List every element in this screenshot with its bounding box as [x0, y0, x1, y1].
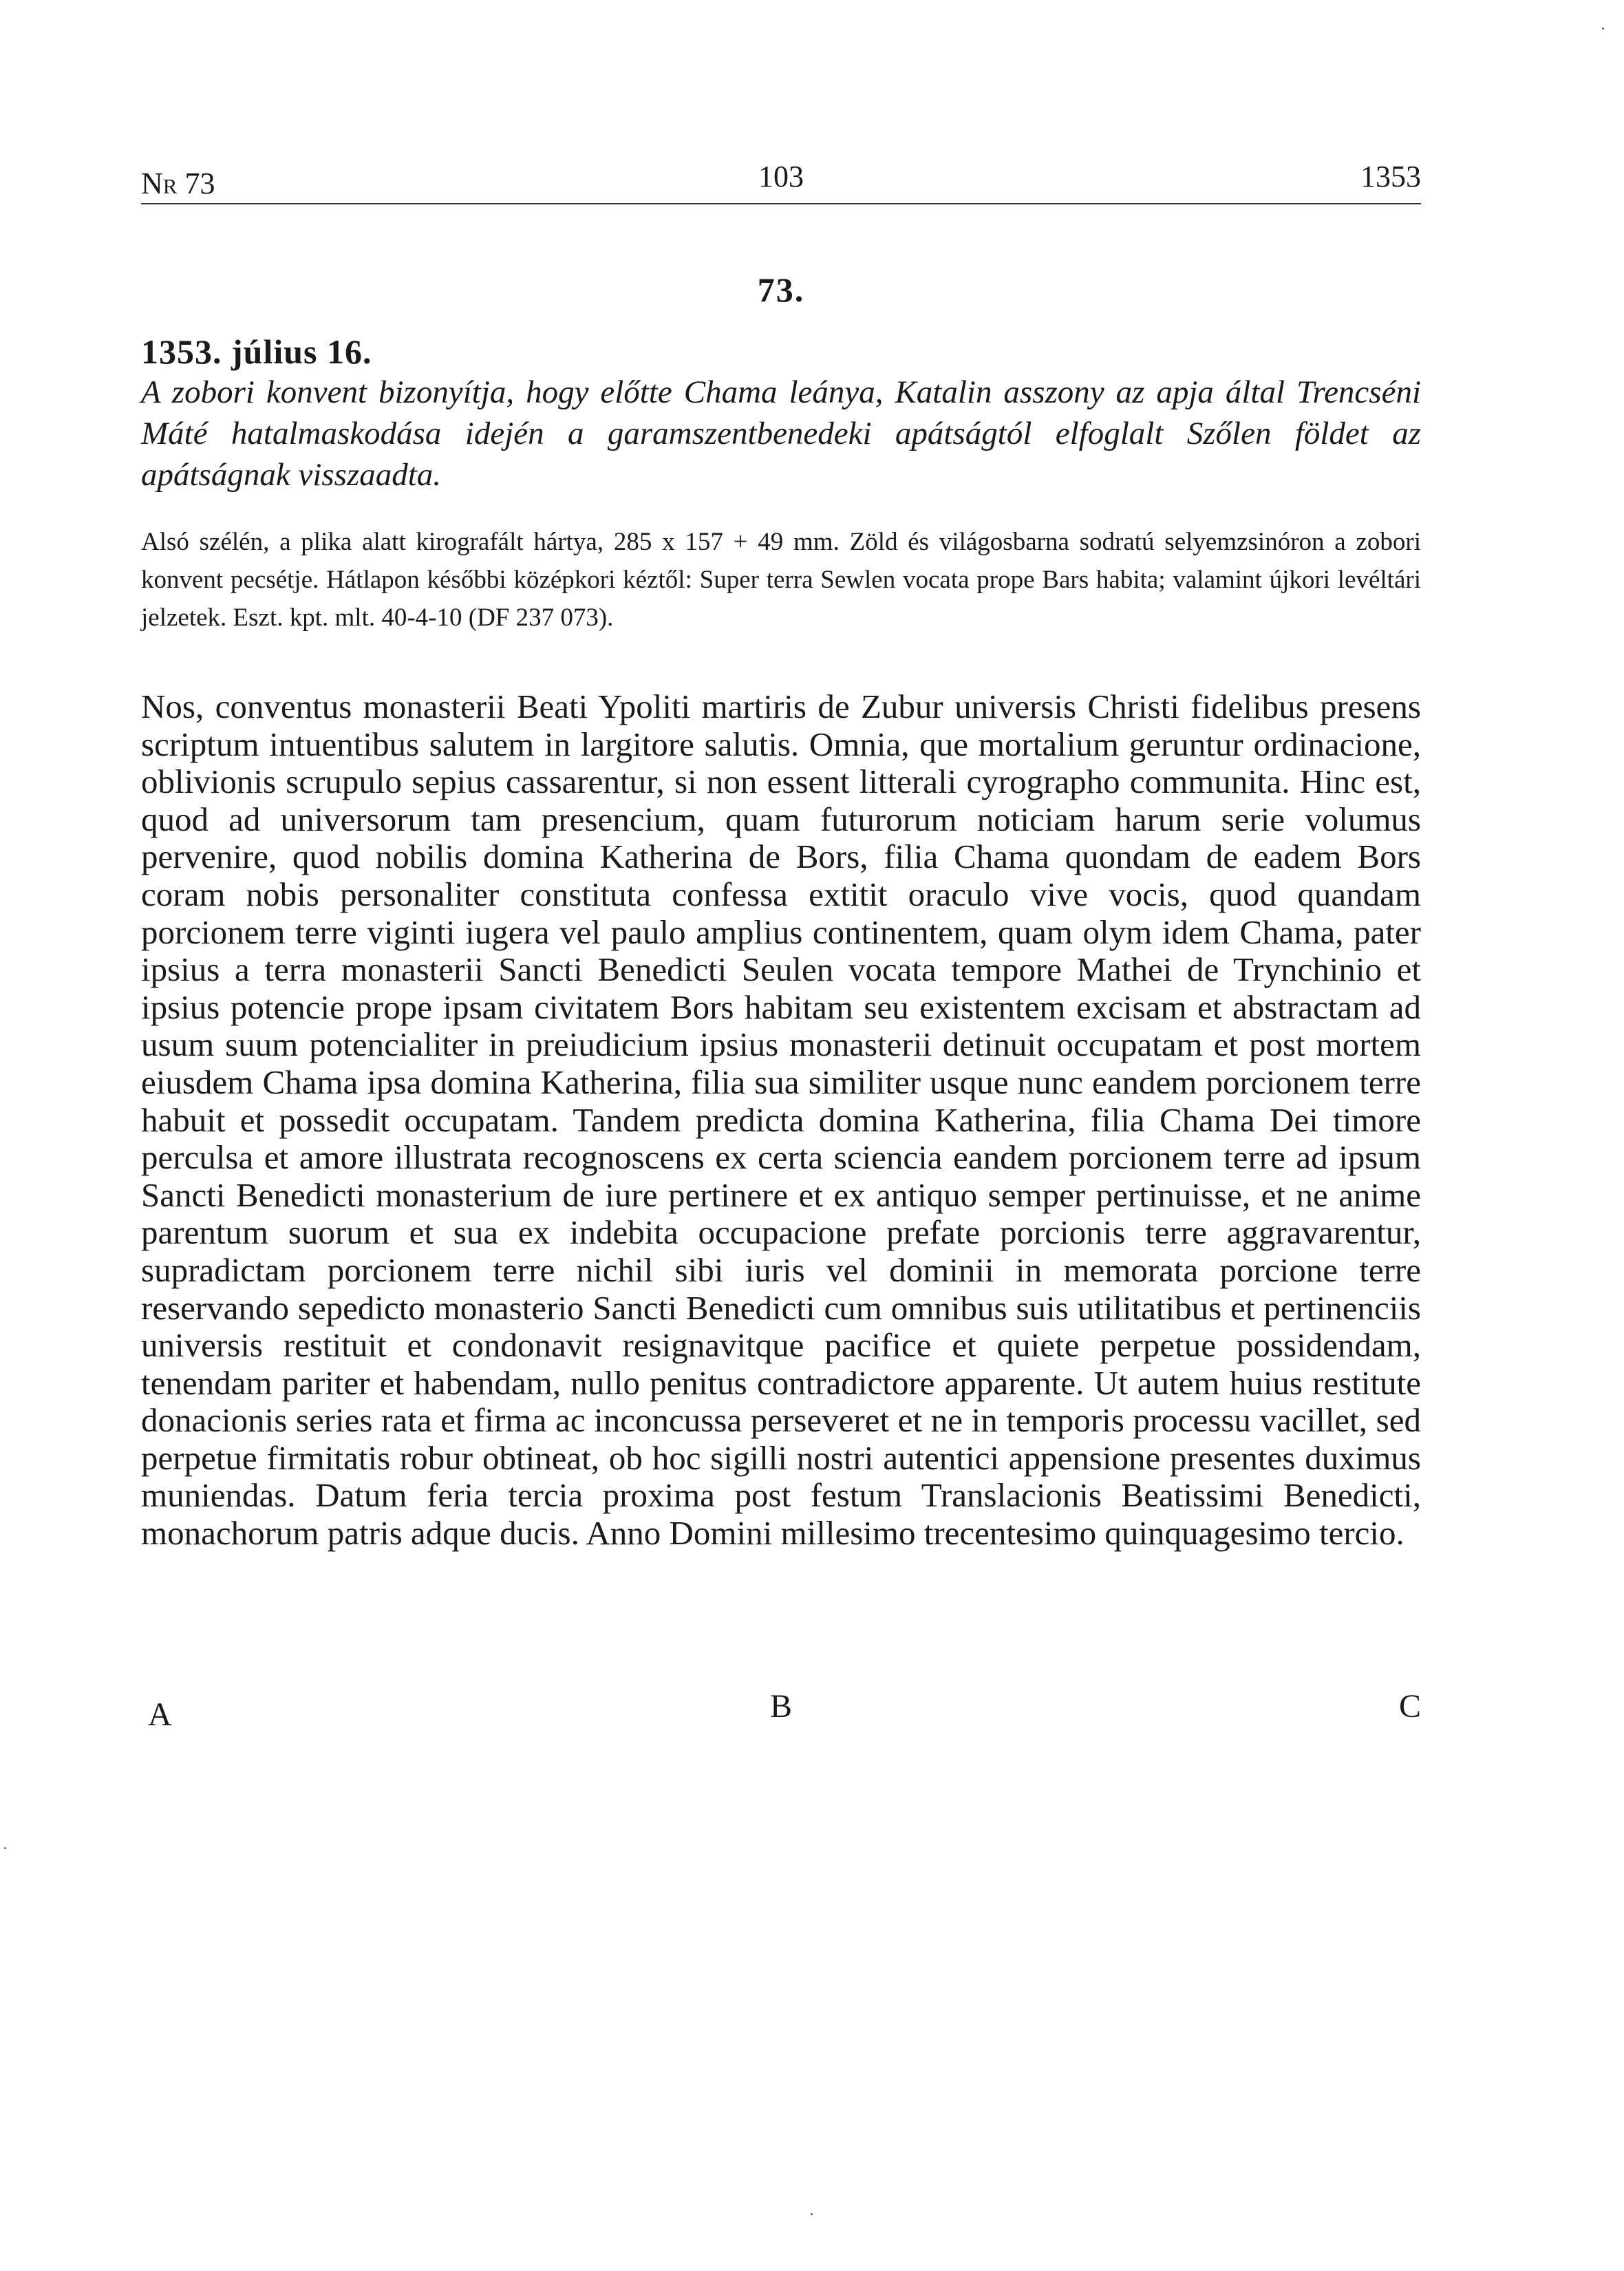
scan-speck [1602, 28, 1604, 30]
document-main-text [141, 688, 1421, 1553]
document-date: 1353. július 16. [141, 332, 372, 371]
chirograph-letter-b: B [769, 1688, 792, 1725]
running-header [141, 153, 1421, 201]
scan-speck [4, 1847, 6, 1849]
header-nr-prefix: Nr [141, 167, 178, 200]
chirograph-letter-a: A [148, 1696, 172, 1733]
main-text-paragraph: Nos, conventus monasterii Beati Ypoliti martiris de Zubur universis Christi fidelibus presens scriptum intuentibus salutem in largitore salutis. Omnia, que mortalium geruntur ordinacione, oblivionis scrupulo sepius cassarentur, si non essent litterali cyrographo communita. Hinc est, quod ad universorum tam presencium, quam futurorum noticiam harum serie volumus pervenire, quod nobilis domina Katherina de Bors, filia Chama quondam de eadem Bors coram nobis personaliter constituta confessa extitit oraculo vive vocis, quod quandam porcionem terre viginti iugera vel paulo amplius continentem, quam olym idem Chama, pater ipsius a terra monasterii Sancti Benedicti Seulen vocata tempore Mathei de Trynchinio et ipsius potencie prope ipsam civitatem Bors habitam seu existentem excisam et abstractam ad usum suum potencialiter in preiudicium ipsius monasterii detinuit occupatam et post mortem eiusdem Chama ipsa domina Katherina, filia sua similiter usque nunc eandem porcionem terre habuit et possedit occupatam. Tandem predicta domina Katherina, filia Chama Dei timore perculsa et amore illustrata recognoscens ex certa sciencia eandem porcionem terre ad ipsum Sancti Benedicti monasterium de iure pertinere et ex antiquo semper pertinuisse, et ne anime parentum suorum et sua ex indebita occupacione prefate porcionis terre aggravarentur, supradictam porcionem terre nichil sibi iuris vel dominii in memorata porcione terre reservando sepedicto monasterio Sancti Benedicti cum omnibus suis utilitatibus et pertinenciis universis restituit et condonavit resignavitque pacifice et quiete perpetue possidendam, tenendam pariter et habendam, nullo penitus contradictore apparente. Ut autem huius restitute donacionis series rata et firma ac inconcussa perseveret et ne in temporis processu vacillet, sed perpetue firmitatis robur obtineat, ob hoc sigilli nostri autentici appensione presentes duximus muniendas. Datum feria tercia proxima post festum Translacionis Beatissimi Benedicti, monachorum patris adque ducis. Anno Domini millesimo trecentesimo quinquagesimo tercio. [141, 687, 1421, 1553]
document-number: 73. [757, 270, 805, 309]
scan-speck [811, 2213, 813, 2215]
header-nr-value: 73 [184, 167, 215, 200]
header-year: 1353 [1360, 160, 1421, 193]
header-page-number: 103 [758, 160, 804, 193]
document-description: Alsó szélén, a plika alatt kirografált hártya, 285 x 157 + 49 mm. Zöld és világosbarna sodratú selyemzsinóron a zobori konvent pecsétje. Hátlapon későbbi középkori kéztől: Super terra Sewlen vocata prope Bars habita; valamint újkori levéltári jelzetek. Eszt. kpt. mlt. 40-4-10 (DF 237 073). [141, 528, 1421, 632]
document-regest: A zobori konvent bizonyítja, hogy előtte Chama leánya, Katalin asszony az apja által Trencséni Máté hatalmaskodása idején a garamszentbenedeki apátságtól elfoglalt Szőlen földet az apátságnak visszaadta. [141, 374, 1421, 493]
header-divider [141, 203, 1421, 204]
chirograph-letter-c: C [1398, 1688, 1421, 1725]
chirograph-letters [141, 1686, 1421, 1733]
